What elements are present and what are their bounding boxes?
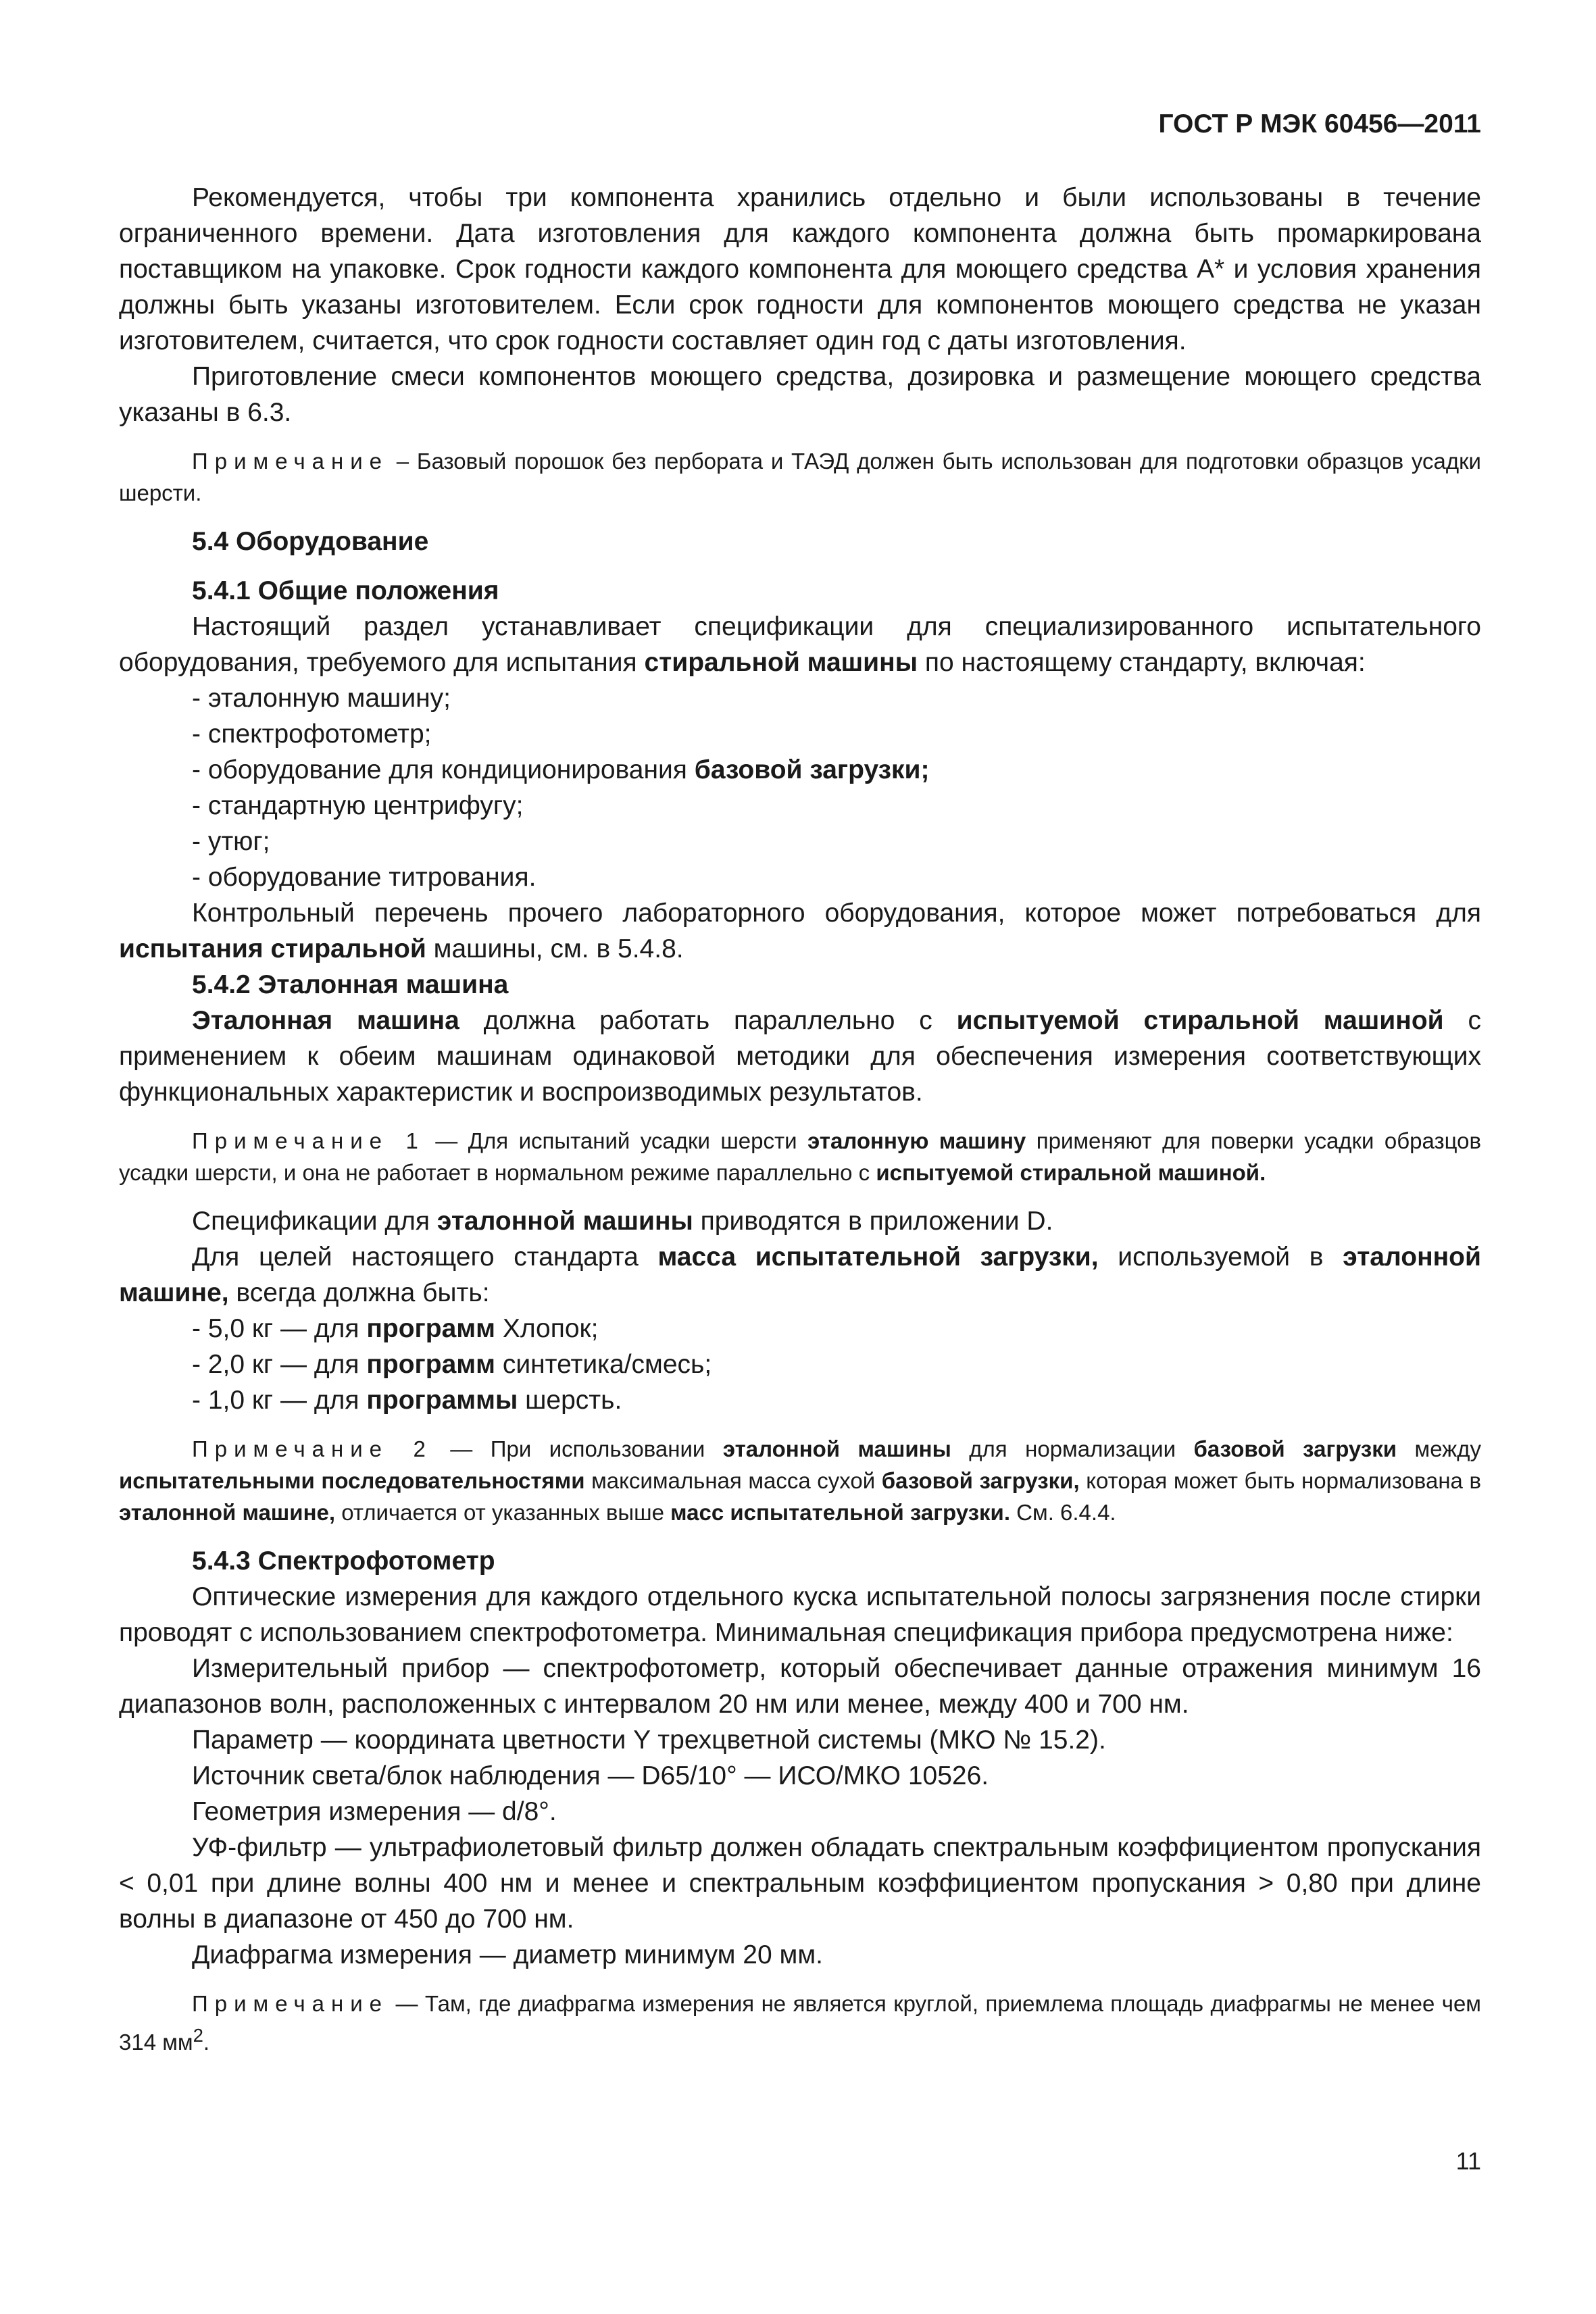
subsection-heading: 5.4.3 Спектрофотометр xyxy=(192,1546,495,1576)
paragraph: Настоящий раздел устанавливает спецификации для специализированного испытательного оборудования, требуемого для испытания стиральной машины по настоящему стандарту, включая: xyxy=(119,612,1481,677)
paragraph: Приготовление смеси компонентов моющего средства, дозировка и размещение моющего средства указаны в 6.3. xyxy=(119,362,1481,427)
list-item: - оборудование титрования. xyxy=(192,863,537,892)
page-number: 11 xyxy=(1455,2147,1481,2175)
note: Примечание 2 — При использовании эталонной машины для нормализации базовой загрузки между испытательными последовательностями максимальная масса сухой базовой загрузки, которая может быть нормализована в эталонной машине, отличается от указанных выше масс испытательной загрузки. См. 6.4.4. xyxy=(119,1436,1482,1525)
subsection-heading: 5.4.1 Общие положения xyxy=(192,576,499,605)
document-page xyxy=(119,108,1481,2073)
paragraph: Для целей настоящего стандарта масса испытательной загрузки, используемой в эталонной машине, всегда должна быть: xyxy=(119,1242,1481,1307)
note: Примечание 1 — Для испытаний усадки шерсти эталонную машину применяют для поверки усадки образцов усадки шерсти, и она не работает в нормальном режиме параллельно с испытуемой стиральной машиной. xyxy=(119,1128,1482,1185)
subsection-heading: 5.4.2 Эталонная машина xyxy=(192,970,509,999)
paragraph: УФ-фильтр — ультрафиолетовый фильтр должен обладать спектральным коэффициентом пропускания < 0,01 при длине волны 400 нм и менее и спектральным коэффициентом пропускания > 0,80 при длине волны в диапазоне от 450 до 700 нм. xyxy=(119,1833,1481,1934)
paragraph: Спецификации для эталонной машины приводятся в приложении D. xyxy=(192,1207,1053,1236)
paragraph: Рекомендуется, чтобы три компонента хранились отдельно и были использованы в течение ограниченного времени. Дата изготовления для каждого компонента должна быть промаркирована поставщиком на упаковке. Срок годности каждого компонента для моющего средства А* и условия хранения должны быть указаны изготовителем. Если срок годности для компонентов моющего средства не указан изготовителем, считается, что срок годности составляет один год с даты изготовления. xyxy=(119,183,1481,355)
paragraph: Геометрия измерения — d/8°. xyxy=(192,1797,557,1826)
paragraph: Эталонная машина должна работать параллельно с испытуемой стиральной машиной с применением к обеим машинам одинаковой методики для обеспечения измерения соответствующих функциональных характеристик и воспроизводимых результатов. xyxy=(119,1006,1481,1107)
paragraph: Диафрагма измерения — диаметр минимум 20 мм. xyxy=(192,1940,823,1969)
note-label: Примечание 1 xyxy=(192,1128,425,1153)
note-text: – Базовый порошок без пербората и ТАЭД должен быть использован для подготовки образцов усадки шерсти. xyxy=(119,449,1481,505)
list-item: - 2,0 кг — для программ синтетика/смесь; xyxy=(192,1350,712,1379)
list-item: - стандартную центрифугу; xyxy=(192,791,524,820)
list-item: - оборудование для кондиционирования базовой загрузки; xyxy=(192,755,930,784)
paragraph: Оптические измерения для каждого отдельного куска испытательной полосы загрязнения после стирки проводят с использованием спектрофотометра. Минимальная спецификация прибора предусмотрена ниже: xyxy=(119,1582,1481,1647)
list-item: - утюг; xyxy=(192,827,270,856)
note xyxy=(119,445,1481,509)
paragraph: Измерительный прибор — спектрофотометр, который обеспечивает данные отражения минимум 16 диапазонов волн, расположенных с интервалом 20 нм или менее, между 400 и 700 нм. xyxy=(119,1654,1481,1719)
list-item: - 1,0 кг — для программы шерсть. xyxy=(192,1386,622,1415)
note-label: Примечание 2 xyxy=(192,1436,432,1461)
paragraph: Параметр — координата цветности Y трехцветной системы (МКО № 15.2). xyxy=(192,1726,1106,1755)
paragraph: Контрольный перечень прочего лабораторного оборудования, которое может потребоваться для испытания стиральной машины, см. в 5.4.8. xyxy=(119,899,1481,963)
note-label: Примечание xyxy=(192,1991,389,2016)
note-label: Примечание xyxy=(192,449,389,474)
paragraph: Источник света/блок наблюдения — D65/10° — ИСО/МКО 10526. xyxy=(192,1761,989,1790)
note: Примечание — Там, где диафрагма измерения не является круглой, приемлема площадь диафрагмы не менее чем 314 $мм^2$. xyxy=(119,1991,1481,2055)
list-item: - спектрофотометр; xyxy=(192,720,432,749)
section-heading: 5.4 Оборудование xyxy=(192,527,429,556)
list-item: - 5,0 кг — для программ Хлопок; xyxy=(192,1314,599,1343)
document-code-header: ГОСТ Р МЭК 60456—2011 xyxy=(1158,109,1481,139)
list-item: - эталонную машину; xyxy=(192,684,451,713)
